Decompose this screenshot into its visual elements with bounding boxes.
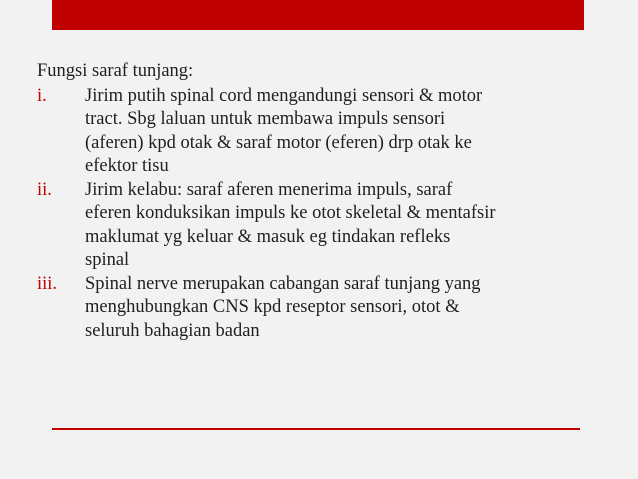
- list-marker: i.: [37, 85, 47, 106]
- bottom-accent-line: [52, 428, 580, 430]
- list-item-ii: [37, 179, 607, 273]
- text-line: menghubungkan CNS kpd reseptor sensori, otot &: [85, 297, 460, 317]
- text-line: tract. Sbg laluan untuk membawa impuls sensori: [85, 109, 446, 129]
- list-marker: ii.: [37, 179, 52, 200]
- text-line: Jirim kelabu: saraf aferen menerima impuls, saraf: [85, 179, 453, 200]
- text-line: maklumat yg keluar & masuk eg tindakan refleks: [85, 226, 451, 247]
- text-line: Spinal nerve merupakan cabangan saraf tunjang yang: [85, 273, 481, 294]
- slide-content: [37, 60, 607, 343]
- list-marker: iii.: [37, 273, 58, 294]
- text-line: spinal: [85, 250, 130, 270]
- list-item-iii: [37, 273, 607, 344]
- text-line: eferen konduksikan impuls ke otot skeletal & mentafsir: [85, 203, 496, 223]
- list-item-text: [85, 85, 607, 179]
- text-line: Jirim putih spinal cord mengandungi sensori & motor: [85, 85, 483, 106]
- list-item-text: [85, 273, 607, 344]
- text-line: efektor tisu: [85, 156, 169, 176]
- list-item-i: [37, 85, 607, 179]
- top-accent-bar: [52, 0, 584, 30]
- text-line: (aferen) kpd otak & saraf motor (eferen) drp otak ke: [85, 132, 472, 153]
- list-item-text: [85, 179, 607, 273]
- slide-heading: Fungsi saraf tunjang:: [37, 61, 194, 81]
- text-line: seluruh bahagian badan: [85, 320, 260, 341]
